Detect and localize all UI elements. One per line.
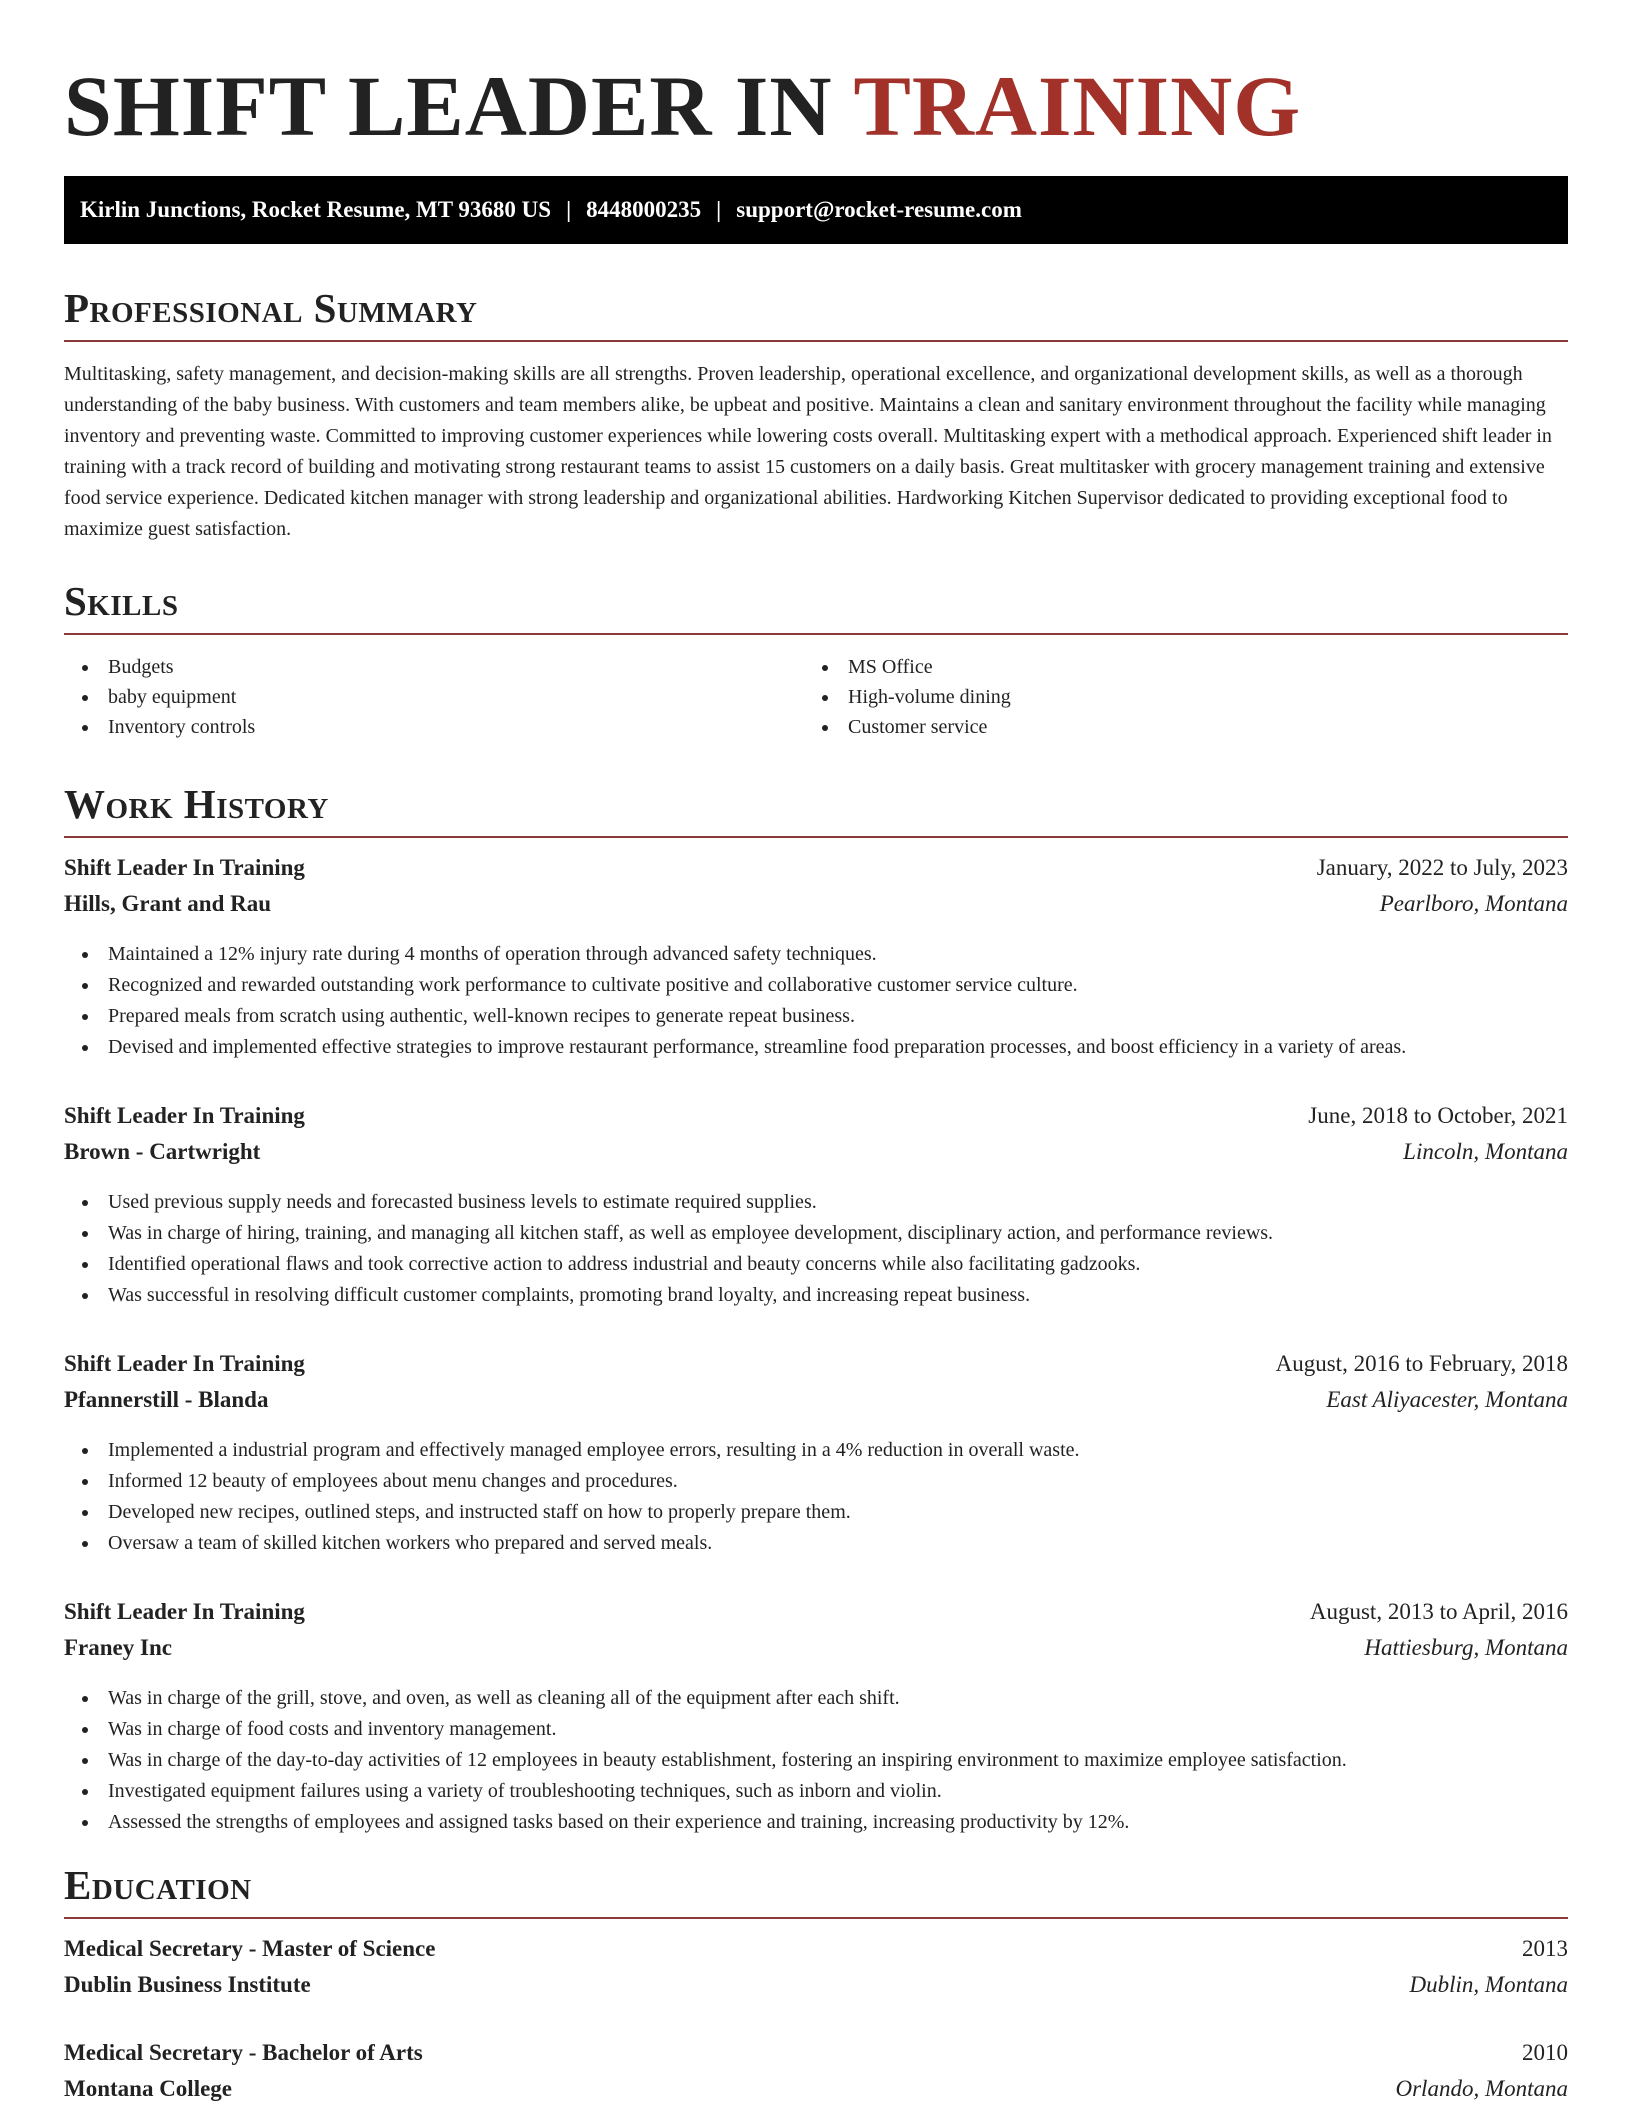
job-header-row: [64, 1599, 1568, 1635]
education-section: [64, 1861, 1568, 2112]
education-header-row: [64, 1936, 1568, 1972]
skills-list-left: [64, 652, 804, 742]
job-bullet: Devised and implemented effective strategies to improve restaurant performance, streamline food preparation processes, and boost efficiency in a variety of areas.: [64, 1032, 1568, 1063]
skills-section: [64, 577, 1568, 742]
job-title: Shift Leader In Training: [64, 1351, 305, 1376]
job-bullet: Was in charge of the grill, stove, and oven, as well as cleaning all of the equipment after each shift.: [64, 1683, 1568, 1714]
skill-item: Customer service: [804, 712, 1544, 742]
job-dates: August, 2016 to February, 2018: [1275, 1351, 1568, 1376]
skill-item: baby equipment: [64, 682, 804, 712]
summary-text: Multitasking, safety management, and decision-making skills are all strengths. Proven leadership, operational excellence, and organizational development skills, as well as a thorough understanding of the baby business. With customers and team members alike, be upbeat and positive. Maintains a clean and sanitary environment throughout the facility while managing inventory and preventing waste. Committed to improving customer experiences while lowering costs overall. Multitasking expert with a methodical approach. Experienced shift leader in training with a track record of building and motivating strong restaurant teams to assist 15 customers on a daily basis. Great multitasker with grocery management training and extensive food service experience. Dedicated kitchen manager with strong leadership and organizational abilities. Hardworking Kitchen Supervisor dedicated to providing exceptional food to maximize guest satisfaction.: [64, 363, 1552, 540]
title-main: SHIFT LEADER IN: [64, 58, 854, 154]
education-location: Orlando, Montana: [1395, 2076, 1568, 2101]
job-bullet: Investigated equipment failures using a variety of troubleshooting techniques, such as inborn and violin.: [64, 1776, 1568, 1807]
job-bullet: Maintained a 12% injury rate during 4 months of operation through advanced safety techniques.: [64, 939, 1568, 970]
contact-bar: [64, 176, 1568, 244]
job-dates: June, 2018 to October, 2021: [1308, 1103, 1568, 1128]
skill-item: High-volume dining: [804, 682, 1544, 712]
education-degree: Medical Secretary - Bachelor of Arts: [64, 2040, 423, 2065]
job-bullet: Was in charge of hiring, training, and managing all kitchen staff, as well as employee development, disciplinary action, and performance reviews.: [64, 1218, 1568, 1249]
title-accent: TRAINING: [853, 58, 1302, 154]
skills-heading: Skills: [64, 577, 1568, 635]
job-location: East Aliyacester, Montana: [1326, 1387, 1568, 1412]
job-dates: January, 2022 to July, 2023: [1316, 855, 1568, 880]
job-bullet: Was successful in resolving difficult customer complaints, promoting brand loyalty, and increasing repeat business.: [64, 1280, 1568, 1311]
job-header-row: [64, 1103, 1568, 1139]
job-bullet: Identified operational flaws and took corrective action to address industrial and beauty concerns while also facilitating gadzooks.: [64, 1249, 1568, 1280]
contact-email[interactable]: support@rocket-resume.com: [736, 197, 1022, 222]
job-bullet: Developed new recipes, outlined steps, and instructed staff on how to properly prepare them.: [64, 1497, 1568, 1528]
contact-separator: |: [566, 197, 572, 222]
job-company: Franey Inc: [64, 1635, 172, 1660]
skill-item: MS Office: [804, 652, 1544, 682]
education-school-row: [64, 1972, 1568, 2008]
contact-phone[interactable]: 8448000235: [586, 197, 702, 222]
job-company: Brown - Cartwright: [64, 1139, 261, 1164]
job-location: Pearlboro, Montana: [1379, 891, 1568, 916]
skills-grid: [64, 652, 1568, 742]
education-location: Dublin, Montana: [1409, 1972, 1568, 1997]
summary-section: [64, 284, 1568, 545]
skills-list-right: [804, 652, 1544, 742]
job-entry: [64, 1103, 1568, 1311]
job-location: Lincoln, Montana: [1403, 1139, 1568, 1164]
skill-item: Budgets: [64, 652, 804, 682]
job-header-row: [64, 855, 1568, 891]
job-entry: [64, 1599, 1568, 1838]
job-bullets: [64, 939, 1568, 1063]
job-bullets: [64, 1187, 1568, 1311]
education-degree: Medical Secretary - Master of Science: [64, 1936, 436, 1961]
education-heading: Education: [64, 1861, 1568, 1919]
job-bullet: Was in charge of food costs and inventory management.: [64, 1714, 1568, 1745]
job-location: Hattiesburg, Montana: [1364, 1635, 1568, 1660]
job-title: Shift Leader In Training: [64, 1599, 305, 1624]
job-bullet: Informed 12 beauty of employees about menu changes and procedures.: [64, 1466, 1568, 1497]
job-bullet: Implemented a industrial program and effectively managed employee errors, resulting in a 4% reduction in overall waste.: [64, 1435, 1568, 1466]
summary-heading: Professional Summary: [64, 284, 1568, 342]
job-company: Hills, Grant and Rau: [64, 891, 272, 916]
job-company-row: [64, 1635, 1568, 1671]
job-entry: [64, 855, 1568, 1063]
job-dates: August, 2013 to April, 2016: [1309, 1599, 1568, 1624]
education-year: 2010: [1522, 2040, 1568, 2065]
job-bullet: Assessed the strengths of employees and assigned tasks based on their experience and training, increasing productivity by 12%.: [64, 1807, 1568, 1838]
education-header-row: [64, 2040, 1568, 2076]
work-history-heading: Work History: [64, 780, 1568, 838]
job-company-row: [64, 891, 1568, 927]
job-bullet: Was in charge of the day-to-day activities of 12 employees in beauty establishment, fostering an inspiring environment to maximize employee satisfaction.: [64, 1745, 1568, 1776]
education-entry: [64, 2040, 1568, 2112]
job-entry: [64, 1351, 1568, 1559]
job-title: Shift Leader In Training: [64, 1103, 305, 1128]
job-title: Shift Leader In Training: [64, 855, 305, 880]
resume-title: [64, 56, 1301, 156]
contact-separator: |: [716, 197, 722, 222]
education-school: Dublin Business Institute: [64, 1972, 311, 1997]
job-bullet: Recognized and rewarded outstanding work performance to cultivate positive and collaborative customer service culture.: [64, 970, 1568, 1001]
education-school: Montana College: [64, 2076, 233, 2101]
job-bullet: Used previous supply needs and forecasted business levels to estimate required supplies.: [64, 1187, 1568, 1218]
contact-address: Kirlin Junctions, Rocket Resume, MT 93680 US: [80, 197, 552, 222]
job-bullet: Prepared meals from scratch using authentic, well-known recipes to generate repeat business.: [64, 1001, 1568, 1032]
job-bullets: [64, 1683, 1568, 1838]
job-bullet: Oversaw a team of skilled kitchen workers who prepared and served meals.: [64, 1528, 1568, 1559]
skill-item: Inventory controls: [64, 712, 804, 742]
job-company-row: [64, 1387, 1568, 1423]
education-school-row: [64, 2076, 1568, 2112]
work-history-section: [64, 780, 1568, 1838]
education-entry: [64, 1936, 1568, 2008]
job-company: Pfannerstill - Blanda: [64, 1387, 269, 1412]
job-bullets: [64, 1435, 1568, 1559]
job-company-row: [64, 1139, 1568, 1175]
education-year: 2013: [1522, 1936, 1568, 1961]
job-header-row: [64, 1351, 1568, 1387]
